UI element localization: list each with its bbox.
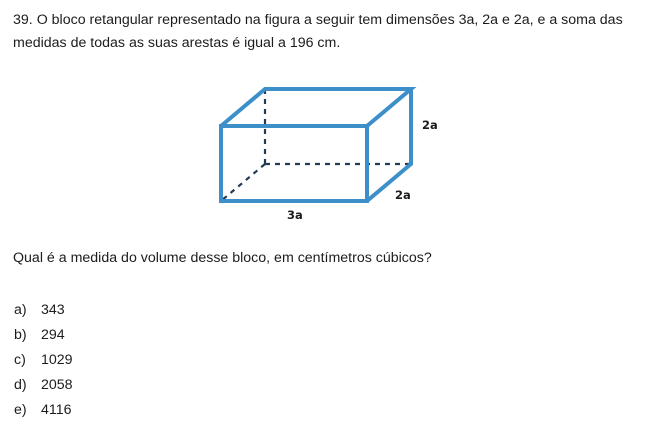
rectangular-block-figure xyxy=(210,80,450,230)
option-value: 1029 xyxy=(41,352,73,368)
label-height: 2a xyxy=(422,118,438,132)
question-text xyxy=(13,9,658,55)
answer-options xyxy=(14,298,73,423)
option-value: 4116 xyxy=(41,402,72,418)
option-d[interactable] xyxy=(14,373,73,398)
option-value: 343 xyxy=(41,302,65,318)
hidden-edges xyxy=(221,89,411,201)
visible-edges xyxy=(221,89,411,201)
option-letter: d) xyxy=(14,377,27,393)
hidden-edge-depth xyxy=(221,164,265,201)
label-depth: 2a xyxy=(395,188,411,202)
option-letter: e) xyxy=(14,402,27,418)
option-e[interactable] xyxy=(14,398,73,423)
option-letter: c) xyxy=(14,352,26,368)
option-c[interactable] xyxy=(14,348,73,373)
option-a[interactable] xyxy=(14,298,73,323)
option-letter: b) xyxy=(14,327,27,343)
option-value: 2058 xyxy=(41,377,73,393)
rectangular-block-diagram xyxy=(210,80,450,230)
question-prompt: Qual é a medida do volume desse bloco, em centímetros cúbicos? xyxy=(13,250,432,266)
question-statement: O bloco retangular representado na figura a seguir tem dimensões 3a, 2a e 2a, e a soma das medidas de todas as suas arestas é igual a 196 cm. xyxy=(13,12,623,51)
top-face xyxy=(221,89,411,126)
option-value: 294 xyxy=(41,327,65,343)
option-b[interactable] xyxy=(14,323,73,348)
question-number: 39. xyxy=(13,12,33,28)
option-letter: a) xyxy=(14,302,27,318)
label-width: 3a xyxy=(287,208,303,222)
